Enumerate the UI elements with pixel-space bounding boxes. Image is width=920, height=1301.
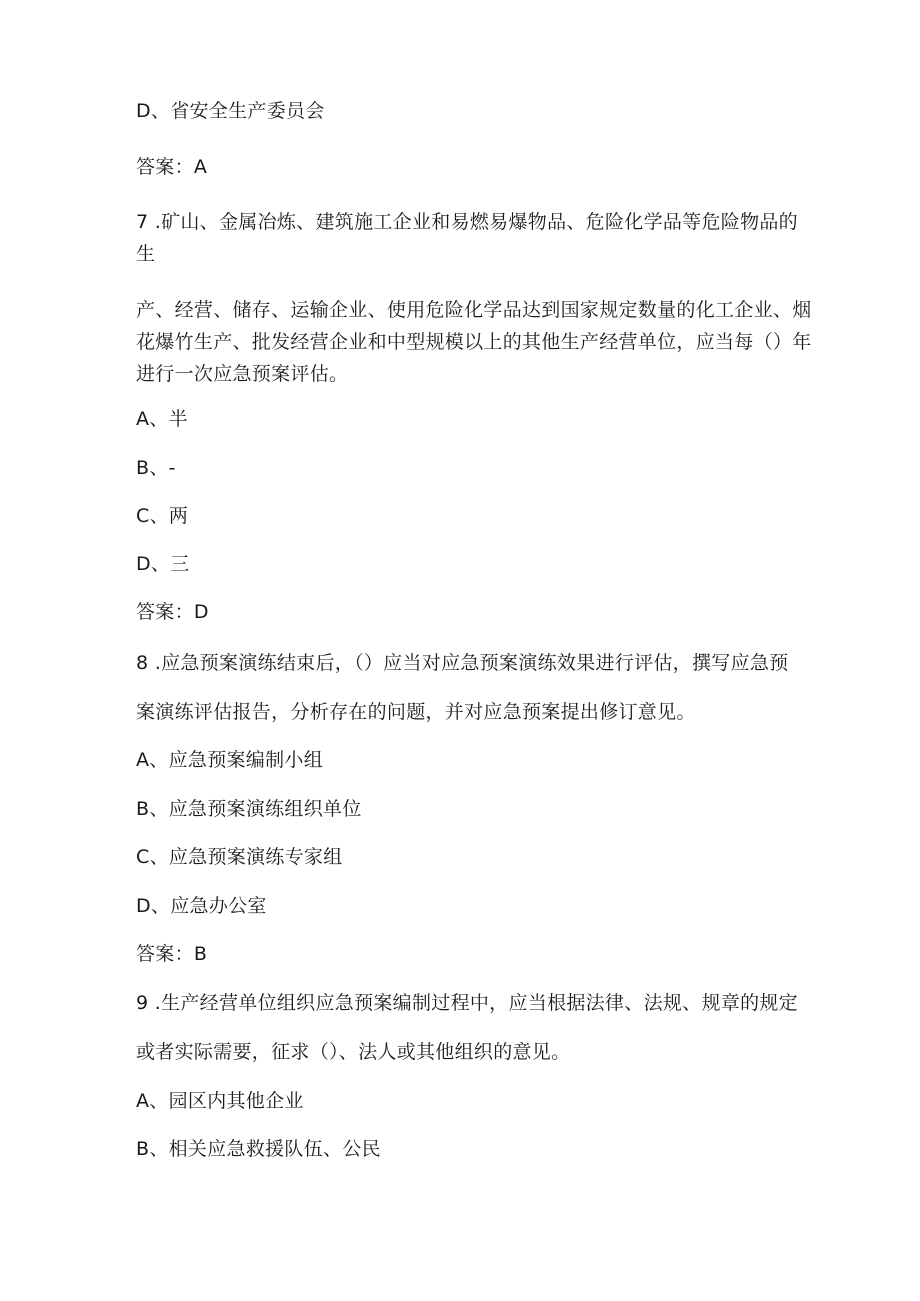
prev-question-answer: 答案：A [136, 156, 208, 178]
q7-number: 7 [136, 211, 149, 233]
q7-option-b: B、- [136, 457, 176, 479]
q9-option-b: B、相关应急救援队伍、公民 [136, 1138, 381, 1160]
q7-stem-line-5: 进行一次应急预案评估。 [136, 363, 349, 385]
q8-answer: 答案：B [136, 943, 208, 965]
q8-number: 8 [136, 652, 149, 674]
q8-stem-text-1: .应急预案演练结束后，（）应当对应急预案演练效果进行评估，撰写应急预 [154, 652, 789, 674]
q8-option-d: D、应急办公室 [136, 895, 267, 917]
q8-stem-line-1 [136, 651, 788, 675]
q9-option-a: A、园区内其他企业 [136, 1090, 304, 1112]
q7-answer: 答案：D [136, 601, 209, 623]
q8-option-b: B、应急预案演练组织单位 [136, 798, 362, 820]
q9-stem-line-1 [136, 991, 798, 1015]
prev-question-option-d: D、省安全生产委员会 [136, 100, 325, 122]
q8-option-c: C、应急预案演练专家组 [136, 846, 343, 868]
q7-stem-line-2: 生 [136, 243, 156, 265]
q9-stem-text-1: .生产经营单位组织应急预案编制过程中，应当根据法律、法规、规章的规定 [154, 992, 798, 1014]
q9-stem-line-2: 或者实际需要，征求（）、法人或其他组织的意见。 [136, 1041, 571, 1063]
q8-option-a: A、应急预案编制小组 [136, 749, 323, 771]
q9-number: 9 [136, 992, 149, 1014]
q7-stem-line-1 [136, 210, 798, 234]
q7-stem-text-1: .矿山、金属冶炼、建筑施工企业和易燃易爆物品、危险化学品等危险物品的 [154, 211, 798, 233]
q7-stem-line-4: 花爆竹生产、批发经营企业和中型规模以上的其他生产经营单位，应当每（）年 [136, 331, 812, 353]
q7-option-a: A、半 [136, 408, 188, 430]
q7-stem-line-3: 产、经营、储存、运输企业、使用危险化学品达到国家规定数量的化工企业、烟 [136, 299, 812, 321]
q7-option-c: C、两 [136, 505, 189, 527]
q7-option-d: D、三 [136, 553, 190, 575]
q8-stem-line-2: 案演练评估报告，分析存在的问题，并对应急预案提出修订意见。 [136, 701, 696, 723]
